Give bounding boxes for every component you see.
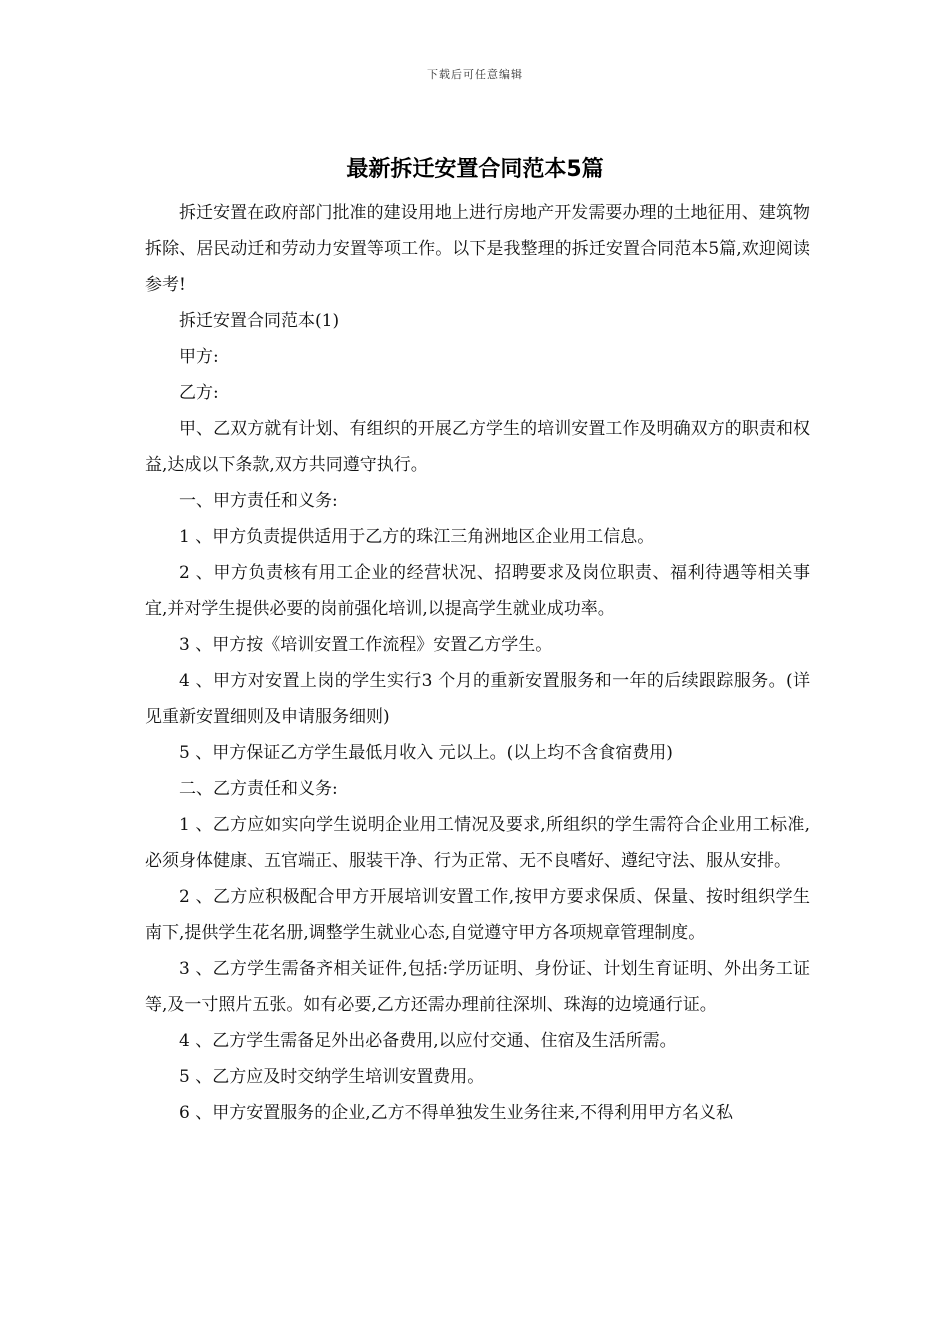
section-heading-party-b: 二、乙方责任和义务: (179, 779, 338, 799)
preamble-paragraph: 甲、乙双方就有计划、有组织的开展乙方学生的培训安置工作及明确双方的职责和权益,达成以下条款,双方共同遵守执行。 (145, 419, 810, 475)
clause-b-3: 3 、乙方学生需备齐相关证件,包括:学历证明、身份证、计划生育证明、外出务工证等,及一寸照片五张。如有必要,乙方还需办理前往深圳、珠海的边境通行证。 (145, 959, 810, 1015)
clause-a-4: 4 、甲方对安置上岗的学生实行3 个月的重新安置服务和一年的后续跟踪服务。(详见重新安置细则及申请服务细则) (145, 671, 810, 727)
clause-b-6: 6 、甲方安置服务的企业,乙方不得单独发生业务往来,不得利用甲方名义私 (179, 1103, 734, 1123)
document-body (145, 195, 810, 1131)
clause-a-3: 3 、甲方按《培训安置工作流程》安置乙方学生。 (179, 635, 553, 655)
header-note: 下载后可任意编辑 (427, 68, 523, 81)
clause-a-1: 1 、甲方负责提供适用于乙方的珠江三角洲地区企业用工信息。 (179, 527, 655, 547)
section-heading-party-a: 一、甲方责任和义务: (179, 491, 338, 511)
clause-b-4: 4 、乙方学生需备足外出必备费用,以应付交通、住宿及生活所需。 (179, 1031, 677, 1051)
party-a-line: 甲方: (179, 347, 219, 367)
clause-b-5: 5 、乙方应及时交纳学生培训安置费用。 (179, 1067, 485, 1087)
clause-a-5: 5 、甲方保证乙方学生最低月收入 元以上。(以上均不含食宿费用) (179, 743, 673, 763)
clause-b-2: 2 、乙方应积极配合甲方开展培训安置工作,按甲方要求保质、保量、按时组织学生南下,提供学生花名册,调整学生就业心态,自觉遵守甲方各项规章管理制度。 (145, 887, 810, 943)
section-heading-contract-1: 拆迁安置合同范本(1) (179, 311, 340, 331)
intro-paragraph: 拆迁安置在政府部门批准的建设用地上进行房地产开发需要办理的土地征用、建筑物拆除、居民动迁和劳动力安置等项工作。以下是我整理的拆迁安置合同范本5篇,欢迎阅读参考! (145, 203, 810, 295)
party-b-line: 乙方: (179, 383, 219, 403)
clause-b-1: 1 、乙方应如实向学生说明企业用工情况及要求,所组织的学生需符合企业用工标准,必须身体健康、五官端正、服装干净、行为正常、无不良嗜好、遵纪守法、服从安排。 (145, 815, 810, 871)
clause-a-2: 2 、甲方负责核有用工企业的经营状况、招聘要求及岗位职责、福利待遇等相关事宜,并对学生提供必要的岗前强化培训,以提高学生就业成功率。 (145, 563, 810, 619)
document-title: 最新拆迁安置合同范本5篇 (346, 157, 604, 182)
